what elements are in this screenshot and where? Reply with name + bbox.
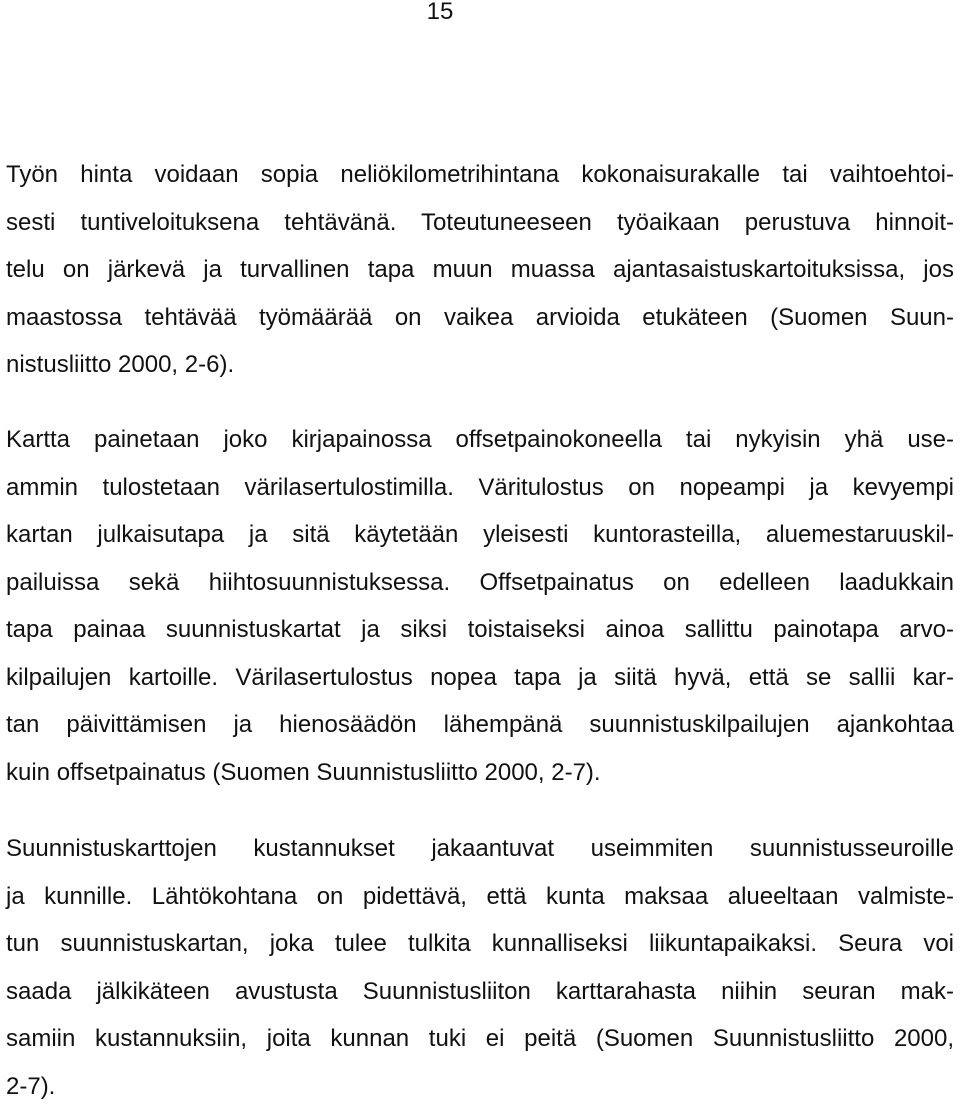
text-line: sesti tuntiveloituksena tehtävänä. Toteutuneeseen työaikaan perustuva hinnoit- [6,199,954,247]
text-line: pailuissa sekä hiihtosuunnistuksessa. Offsetpainatus on edelleen laadukkain [6,559,954,607]
text-line: Kartta painetaan joko kirjapainossa offsetpainokoneella tai nykyisin yhä use- [6,416,954,464]
text-line: nistusliitto 2000, 2-6). [6,341,954,389]
text-line: kuin offsetpainatus (Suomen Suunnistusliitto 2000, 2-7). [6,749,954,797]
paragraph-map-costs [6,825,954,1110]
text-line: kilpailujen kartoille. Värilasertulostus nopea tapa ja siitä hyvä, että se sallii kar- [6,654,954,702]
text-line: tun suunnistuskartan, joka tulee tulkita kunnalliseksi liikuntapaikaksi. Seura voi [6,920,954,968]
text-line: telu on järkevä ja turvallinen tapa muun muassa ajantasaistuskartoituksissa, jos [6,246,954,294]
text-line: samiin kustannuksiin, joita kunnan tuki ei peitä (Suomen Suunnistusliitto 2000, [6,1015,954,1063]
page-number: 15 [0,0,880,27]
text-line: ja kunnille. Lähtökohtana on pidettävä, että kunta maksaa alueeltaan valmiste- [6,873,954,921]
text-line: tapa painaa suunnistuskartat ja siksi toistaiseksi ainoa sallittu painotapa arvo- [6,606,954,654]
text-line: Työn hinta voidaan sopia neliökilometrihintana kokonaisurakalle tai vaihtoehtoi- [6,151,954,199]
text-line: kartan julkaisutapa ja sitä käytetään yleisesti kuntorasteilla, aluemestaruuskil- [6,511,954,559]
text-line: 2-7). [6,1063,954,1110]
text-line: tan päivittämisen ja hienosäädön lähempänä suunnistuskilpailujen ajankohtaa [6,701,954,749]
text-line: maastossa tehtävää työmäärää on vaikea arvioida etukäteen (Suomen Suun- [6,294,954,342]
paragraph-work-pricing [6,151,954,389]
paragraph-map-printing [6,416,954,796]
text-line: ammin tulostetaan värilasertulostimilla. Väritulostus on nopeampi ja kevyempi [6,464,954,512]
text-line: saada jälkikäteen avustusta Suunnistusliiton karttarahasta niihin seuran mak- [6,968,954,1016]
text-line: Suunnistuskarttojen kustannukset jakaantuvat useimmiten suunnistusseuroille [6,825,954,873]
